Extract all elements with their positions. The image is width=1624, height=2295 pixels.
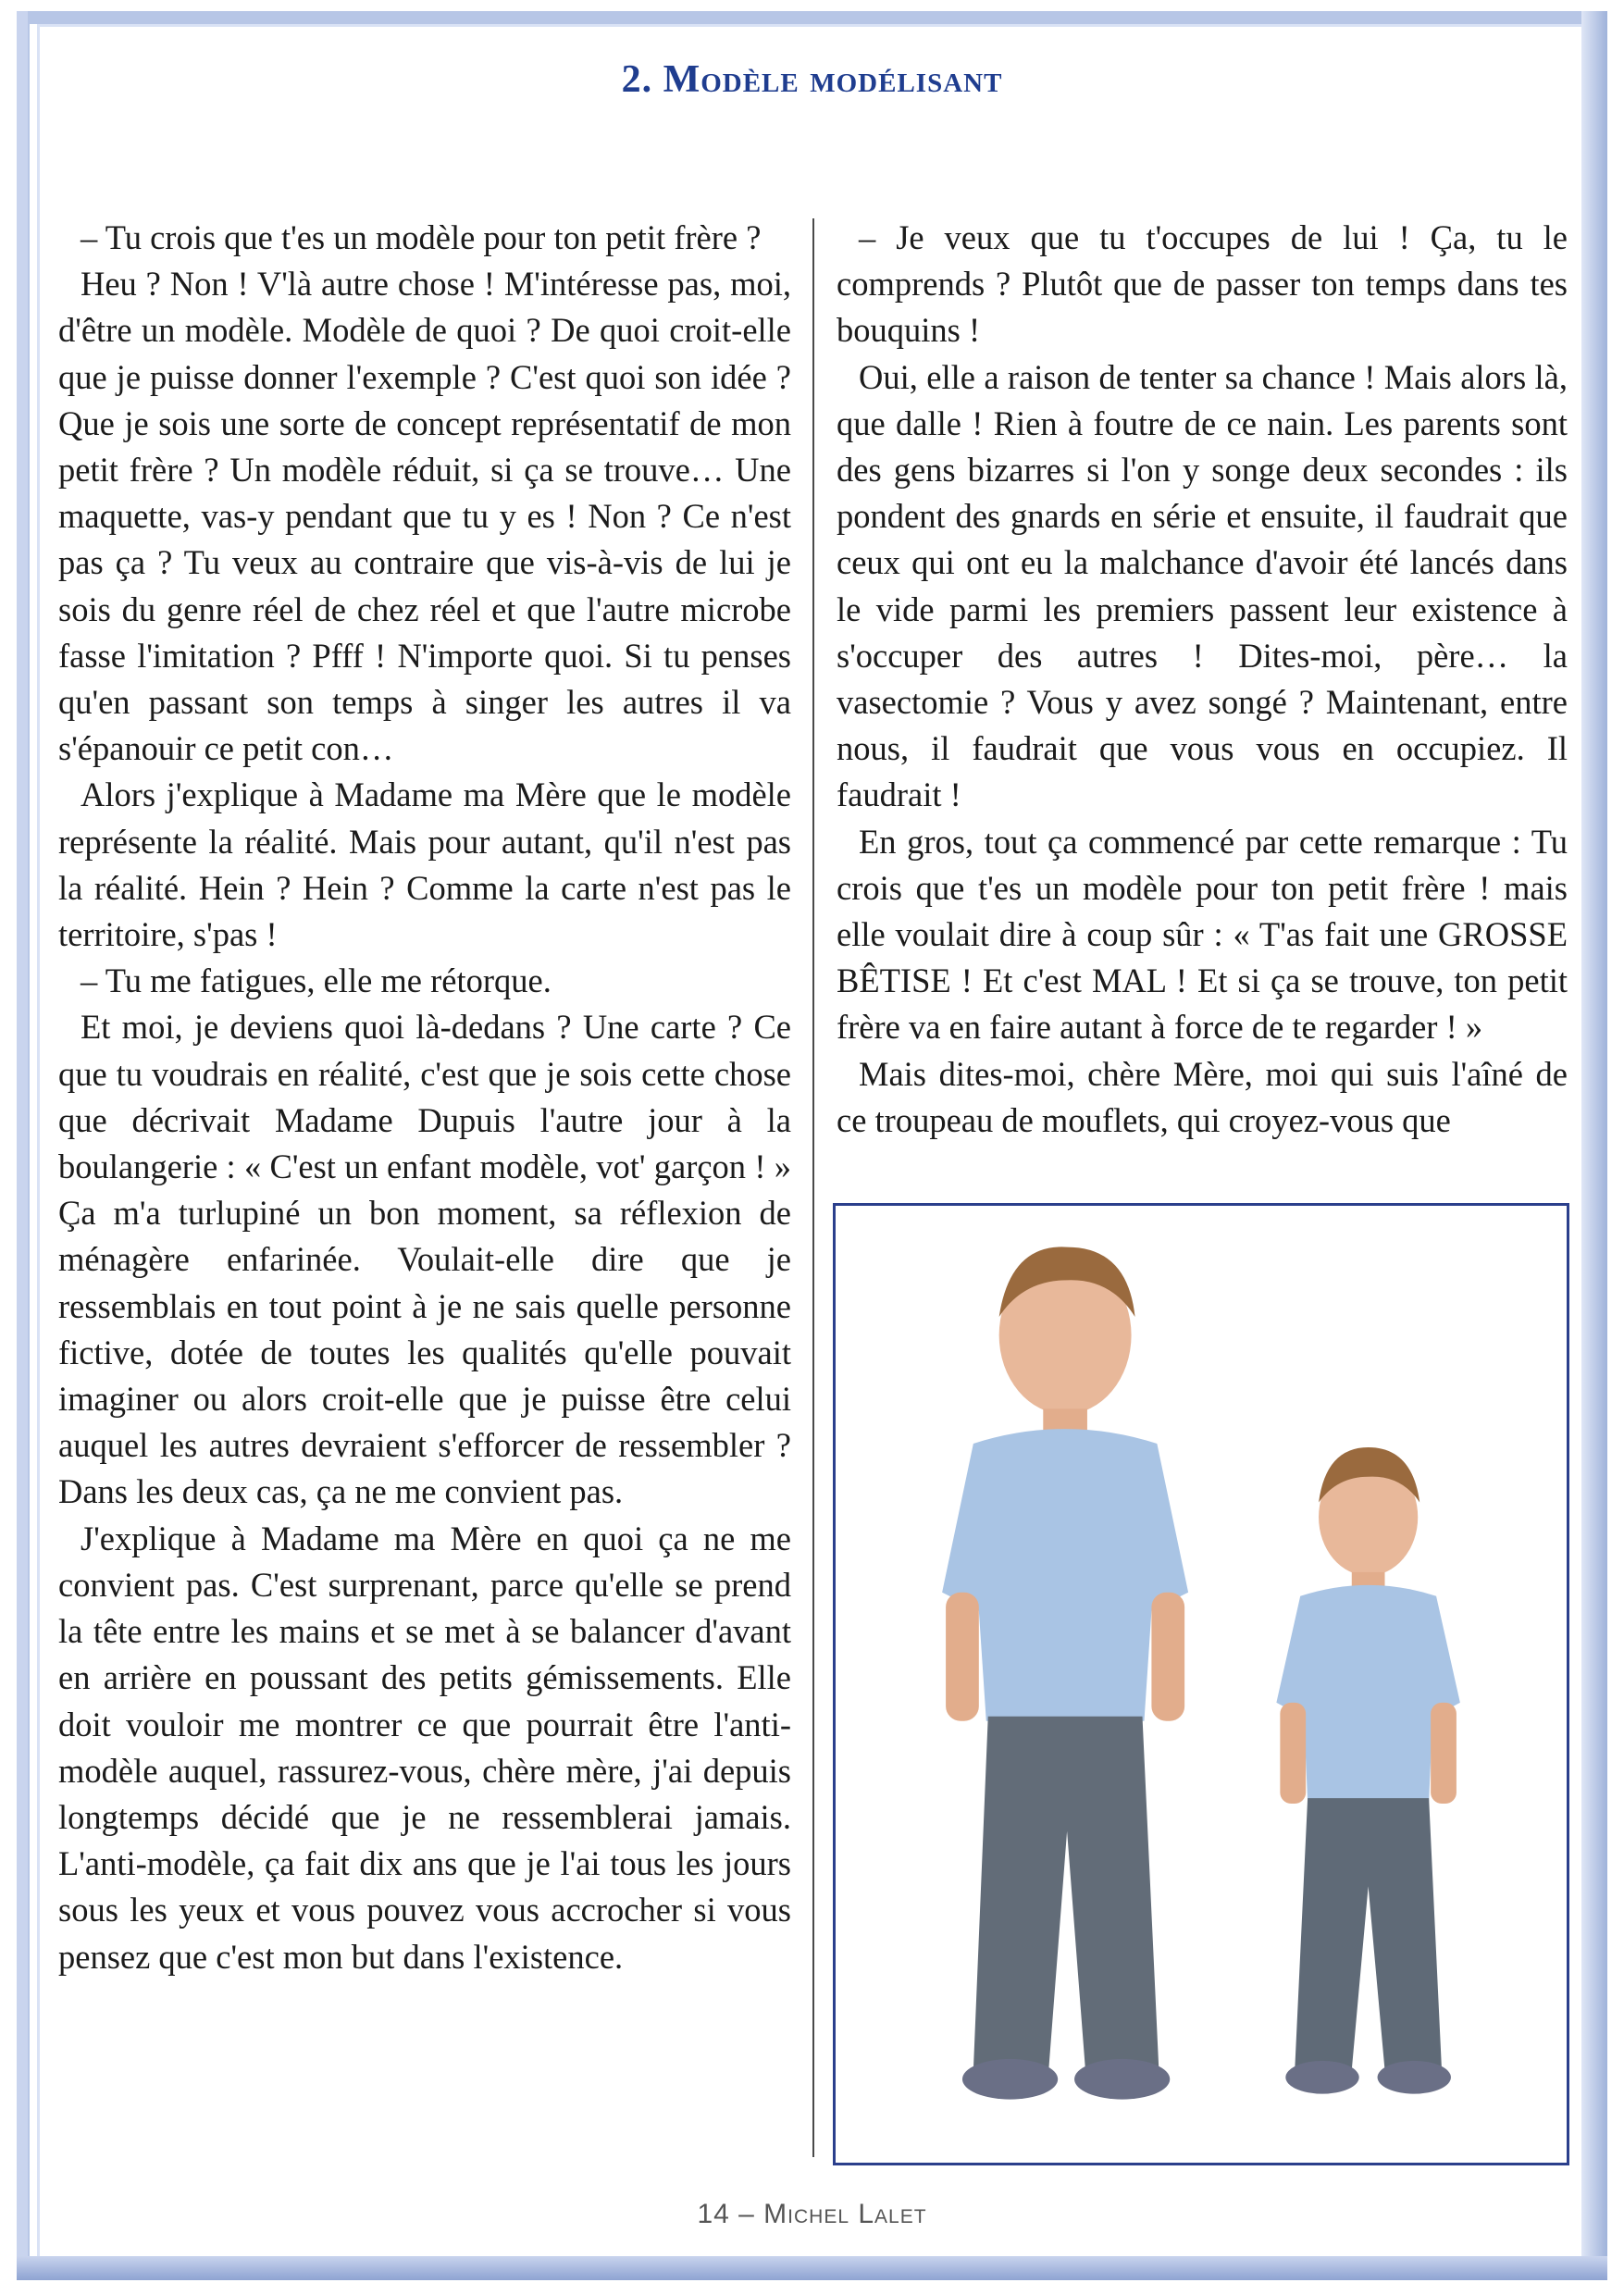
chapter-title: 2. Modèle modélisant (621, 58, 1003, 101)
right-column (837, 215, 1568, 1144)
left-column (58, 215, 791, 1980)
paragraph: Heu ? Non ! V'là autre chose ! M'intéresse pas, moi, d'être un modèle. Modèle de quoi ? De quoi croit-elle que je puisse donner l'exemple ? C'est quoi son idée ? Que je sois une sorte de concept représentatif de mon petit frère ? Un modèle réduit, si ça se trouve… Une maquette, vas-y pendant que tu y es ! Non ? Ce n'est pas ça ? Tu veux au contraire que vis-à-vis de lui je sois du genre réel de chez réel et que l'autre microbe fasse l'imitation ? Pfff ! N'importe quoi. Si tu penses qu'en passant son temps à singer les autres il va s'épanouir ce petit con… (58, 265, 791, 768)
two-boys-photo (833, 1203, 1569, 2165)
paragraph: En gros, tout ça commencé par cette remarque : Tu crois que t'es un modèle pour ton petit frère ! mais elle voulait dire à coup sûr : « T'as fait une GROSSE BÊTISE ! Et c'est MAL ! Et si ça se trouve, ton petit frère va en faire autant à force de te regarder ! » (837, 822, 1568, 1047)
paragraph: – Tu me fatigues, elle me rétorque. (81, 961, 552, 1000)
page-frame-left-edge (17, 11, 28, 2280)
paragraph: – Tu crois que t'es un modèle pour ton petit frère ? (81, 218, 762, 256)
page-frame-bottom-edge (17, 2256, 1607, 2280)
paragraph: Alors j'explique à Madame ma Mère que le modèle représente la réalité. Mais pour autant, qu'il n'est pas la réalité. Hein ? Hein ? Comme la carte n'est pas le territoire, s'pas ! (58, 775, 791, 954)
page-footer: 14 – Michel Lalet (697, 2199, 927, 2229)
paragraph: Et moi, je deviens quoi là-dedans ? Une carte ? Ce que tu voudrais en réalité, c'est que je sois cette chose que décrivait Madame Dupuis l'autre jour à la boulangerie : « C'est un enfant modèle, vot' garçon ! » Ça m'a turlupiné un bon moment, sa réflexion de ménagère enfarinée. Voulait-elle dire que je ressemblais en tout point à je ne sais quelle personne fictive, dotée de toutes les qualités qu'elle pouvait imaginer ou alors croit-elle que je puisse être celui auquel les autres devraient s'efforcer de ressembler ? Dans les deux cas, ça ne me convient pas. (58, 1008, 791, 1511)
paragraph: Mais dites-moi, chère Mère, moi qui suis l'aîné de ce troupeau de mouflets, qui croyez-vous que (837, 1054, 1568, 1139)
column-divider (812, 218, 814, 2157)
paragraph: Oui, elle a raison de tenter sa chance ! Mais alors là, que dalle ! Rien à foutre de ce nain. Les parents sont des gens bizarres si l'on y songe deux secondes : ils pondent des gnards en série et ensuite, il faudrait que ceux qui ont eu la malchance d'avoir été lancés dans le vide parmi les premiers passent leur existence à s'occuper des autres ! Dites-moi, père… la vasectomie ? Vous y avez songé ? Maintenant, entre nous, il faudrait que vous vous en occupiez. Il faudrait ! (837, 357, 1568, 814)
page-frame-right-edge (1581, 11, 1607, 2280)
paragraph: J'explique à Madame ma Mère en quoi ça ne me convient pas. C'est surprenant, parce qu'elle se prend la tête entre les mains et se met à se balancer d'avant en arrière en poussant des petits gémissements. Elle doit vouloir me montrer ce que pourrait être l'anti-modèle auquel, rassurez-vous, chère mère, j'ai depuis longtemps décidé que je ne ressemblerai jamais. L'anti-modèle, ça fait dix ans que je l'ai tous les jours sous les yeux et vous pouvez vous accrocher si vous pensez que c'est mon but dans l'existence. (58, 1519, 791, 1976)
paragraph: – Je veux que tu t'occupes de lui ! Ça, tu le comprends ? Plutôt que de passer ton temps dans tes bouquins ! (837, 218, 1568, 350)
